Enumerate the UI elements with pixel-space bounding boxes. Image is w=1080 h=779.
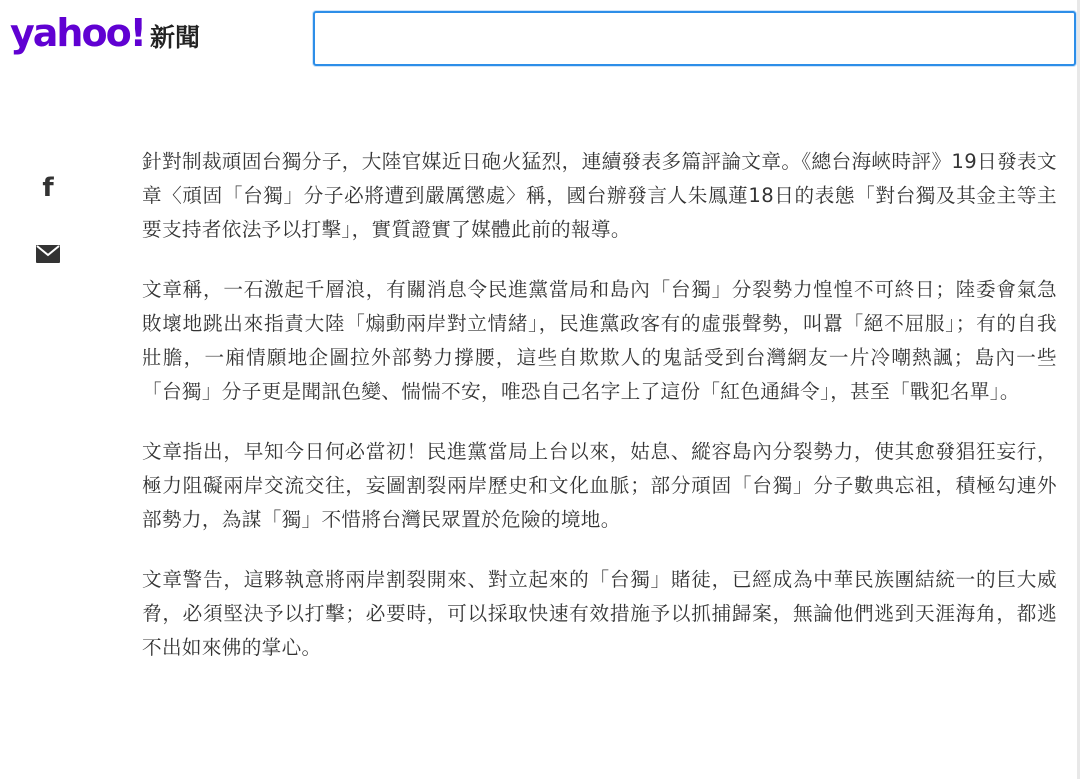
- email-share-button[interactable]: [30, 236, 66, 272]
- facebook-icon: f: [42, 173, 54, 203]
- share-rail: [30, 170, 66, 302]
- search-input[interactable]: [313, 11, 1076, 66]
- article-paragraph: 文章警告，這夥執意將兩岸割裂開來、對立起來的「台獨」賭徒，已經成為中華民族團結統一的巨大威脅，必須堅決予以打擊；必要時，可以採取快速有效措施予以抓捕歸案，無論他們逃到天涯海角，都逃不出如來佛的掌心。: [142, 568, 1057, 659]
- site-header: [0, 0, 1080, 80]
- mail-icon: [36, 245, 60, 263]
- article-paragraph: 文章稱，一石激起千層浪，有關消息令民進黨當局和島內「台獨」分裂勢力惶惶不可終日；陸委會氣急敗壞地跳出來指責大陸「煽動兩岸對立情緒」，民進黨政客有的虛張聲勢，叫囂「絕不屈服」；有的自我壯膽，一廂情願地企圖拉外部勢力撐腰，這些自欺欺人的鬼話受到台灣網友一片冷嘲熱諷；島內一些「台獨」分子更是聞訊色變、惴惴不安，唯恐自己名字上了這份「紅色通緝令」，甚至「戰犯名單」。: [142, 278, 1057, 403]
- facebook-share-button[interactable]: [30, 170, 66, 206]
- article-paragraph: 針對制裁頑固台獨分子，大陸官媒近日砲火猛烈，連續發表多篇評論文章。《總台海峽時評》19日發表文章〈頑固「台獨」分子必將遭到嚴厲懲處〉稱，國台辦發言人朱鳳蓮18日的表態「對台獨及其金主等主要支持者依法予以打擊」，實質證實了媒體此前的報導。: [142, 150, 1057, 241]
- logo-brand: yahoo!: [10, 11, 146, 55]
- logo-section-label: 新聞: [150, 23, 201, 52]
- article-body: [142, 145, 1057, 691]
- article-paragraph: 文章指出，早知今日何必當初！民進黨當局上台以來，姑息、縱容島內分裂勢力，使其愈發猖狂妄行，極力阻礙兩岸交流交往，妄圖割裂兩岸歷史和文化血脈；部分頑固「台獨」分子數典忘祖，積極勾連外部勢力，為謀「獨」不惜將台灣民眾置於危險的境地。: [142, 440, 1057, 531]
- yahoo-news-logo[interactable]: [10, 11, 201, 64]
